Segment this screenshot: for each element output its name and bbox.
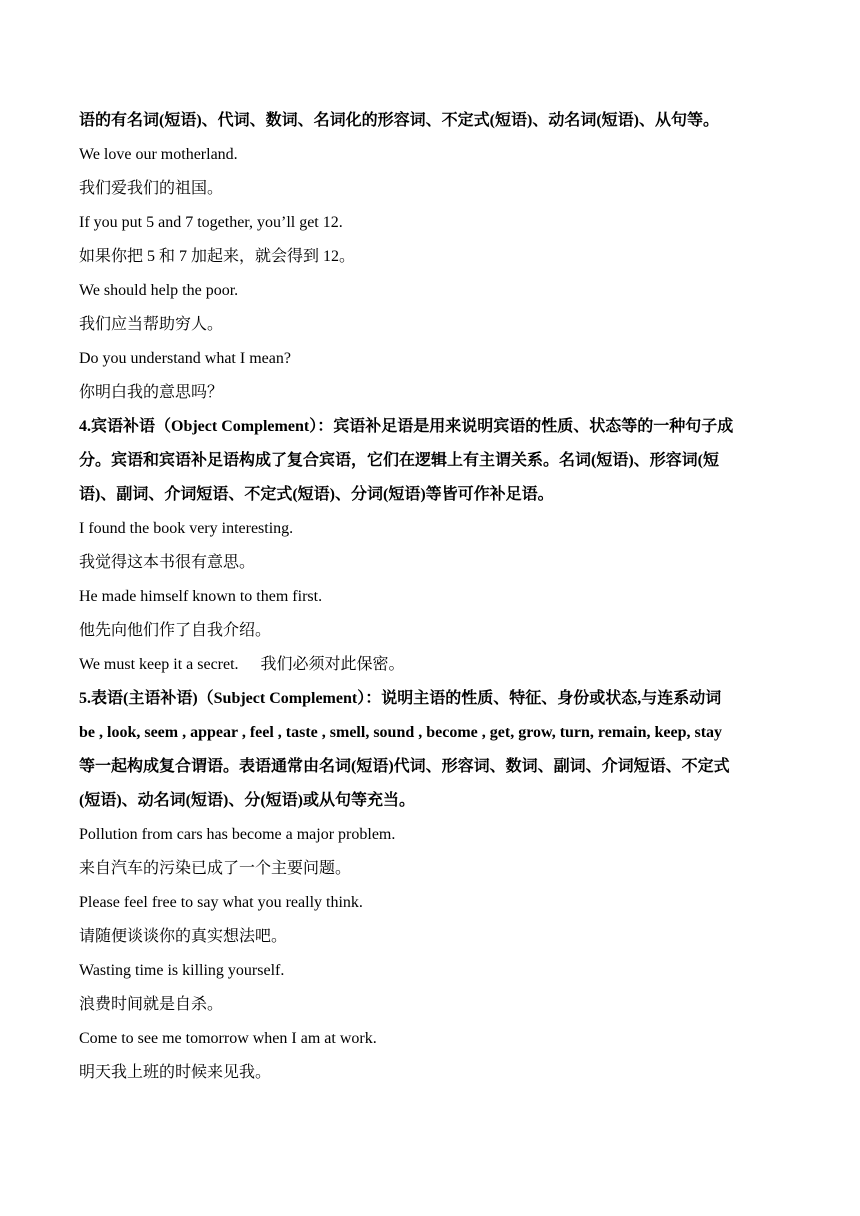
inline-example xyxy=(79,648,785,682)
section-4-line: 分。宾语和宾语补足语构成了复合宾语，它们在逻辑上有主谓关系。名词(短语)、形容词(短 xyxy=(79,452,719,469)
example-en: If you put 5 and 7 together, you’ll get 12. xyxy=(79,214,343,231)
example-zh: 来自汽车的污染已成了一个主要问题。 xyxy=(79,860,352,877)
section-4-heading xyxy=(79,410,785,512)
intro-tail-text: 语的有名词(短语)、代词、数词、名词化的形容词、不定式(短语)、动名词(短语)、从句等。 xyxy=(79,112,719,129)
example-en: We love our motherland. xyxy=(79,146,238,163)
example-zh: 我们应当帮助穷人。 xyxy=(79,316,224,333)
example-en: We should help the poor. xyxy=(79,282,239,299)
document-page xyxy=(79,104,785,1090)
example-en: He made himself known to them first. xyxy=(79,588,323,605)
example-zh: 浪费时间就是自杀。 xyxy=(79,996,224,1013)
example-en: We must keep it a secret. xyxy=(79,656,239,673)
section-5-line: (短语)、动名词(短语)、分(短语)或从句等充当。 xyxy=(79,792,415,809)
example-en: Pollution from cars has become a major problem. xyxy=(79,826,396,843)
example-zh: 我们爱我们的祖国。 xyxy=(79,180,224,197)
example-zh: 他先向他们作了自我介绍。 xyxy=(79,622,272,639)
section-4-line: 4.宾语补语（Object Complement）：宾语补足语是用来说明宾语的性质、状态等的一种句子成 xyxy=(79,418,734,435)
example-zh: 我觉得这本书很有意思。 xyxy=(79,554,256,571)
section-4-line: 语)、副词、介词短语、不定式(短语)、分词(短语)等皆可作补足语。 xyxy=(79,486,554,503)
section-4-examples xyxy=(79,512,785,682)
section-5-line: 等一起构成复合谓语。表语通常由名词(短语)代词、形容词、数词、副词、介词短语、不定式 xyxy=(79,758,730,775)
section-5-examples xyxy=(79,818,785,1090)
example-zh: 我们必须对此保密。 xyxy=(260,656,405,673)
example-en: I found the book very interesting. xyxy=(79,520,294,537)
example-en: Do you understand what I mean? xyxy=(79,350,291,367)
section-5-line: 5.表语(主语补语)（Subject Complement）：说明主语的性质、特征、身份或状态,与连系动词 xyxy=(79,690,722,707)
example-en: Please feel free to say what you really think. xyxy=(79,894,363,911)
section-5-line: be , look, seem , appear , feel , taste , smell, sound , become , get, grow, turn, remain, keep, stay xyxy=(79,724,723,741)
example-zh: 你明白我的意思吗？ xyxy=(79,384,224,401)
example-en: Wasting time is killing yourself. xyxy=(79,962,285,979)
example-en: Come to see me tomorrow when I am at work. xyxy=(79,1030,377,1047)
object-examples xyxy=(79,138,785,410)
example-zh: 如果你把 5 和 7 加起来，就会得到 12。 xyxy=(79,248,356,265)
section-5-heading xyxy=(79,682,785,818)
example-zh: 明天我上班的时候来见我。 xyxy=(79,1064,272,1081)
example-zh: 请随便谈谈你的真实想法吧。 xyxy=(79,928,288,945)
